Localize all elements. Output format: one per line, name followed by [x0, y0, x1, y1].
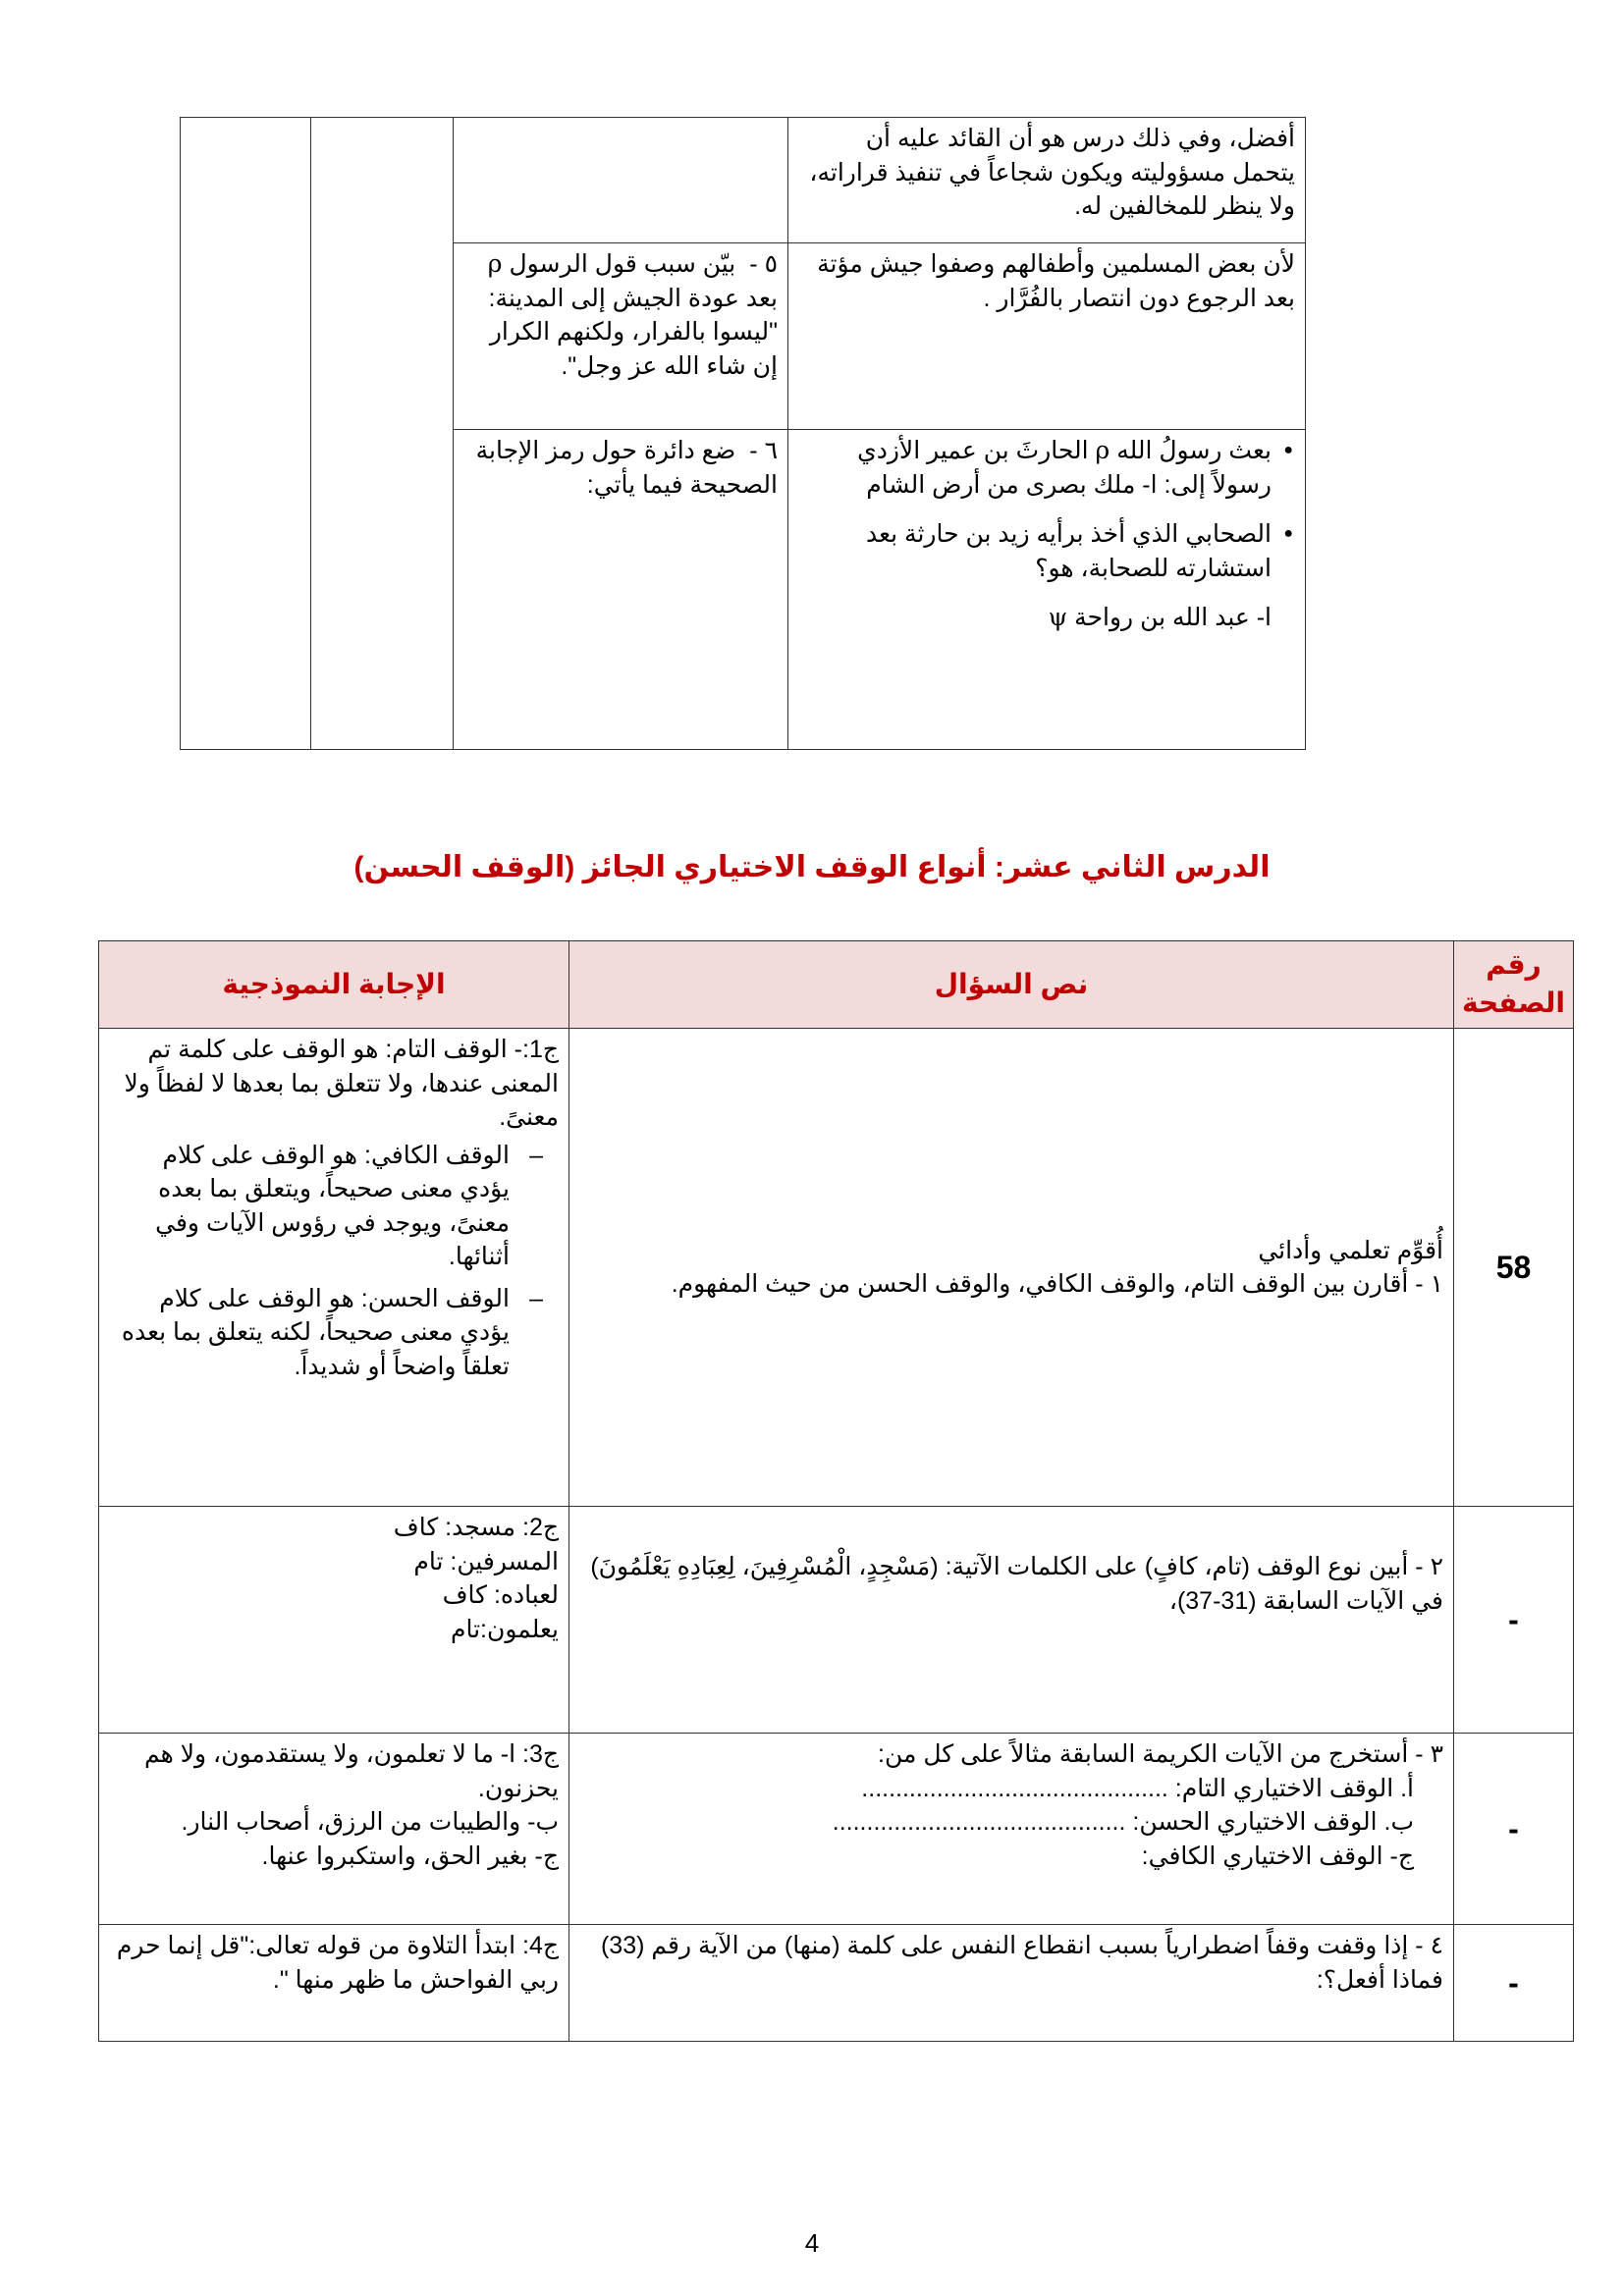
answer-text: لأن بعض المسلمين وأطفالهم وصفوا جيش مؤتة بعد الرجوع دون انتصار بالفُرَّار . — [817, 250, 1295, 312]
table-row — [99, 1029, 1574, 1507]
bullet-text: الحارثَ بن عمير الأزدي رسولاً إلى: ا- ملك بصرى من أرض الشام — [857, 437, 1272, 499]
question-text: ٣ - أستخرج من الآيات الكريمة السابقة مثالاً على كل من: — [878, 1740, 1443, 1768]
question-cell — [454, 430, 788, 750]
question-text: ضع دائرة حول رمز الإجابة الصحيحة فيما يأتي: — [475, 437, 778, 499]
honorific-symbol: ρ — [1095, 436, 1110, 464]
bullet-text: بعث رسولُ الله — [1110, 437, 1272, 464]
lesson-title: الدرس الثاني عشر: أنواع الوقف الاختياري الجائز (الوقف الحسن) — [353, 851, 1271, 883]
list-item: – الوقف الكافي: هو الوقف على كلام يؤدي معنى صحيحاً، ويتعلق بما بعده معنىً، ويوجد في رؤوس الآيات وفي أثنائها. — [109, 1139, 510, 1274]
answer-list — [109, 1139, 559, 1384]
answer-cell — [788, 243, 1306, 430]
table-row — [99, 1507, 1574, 1734]
question-number: ٥ - — [749, 250, 778, 278]
question-cell — [569, 1925, 1454, 2042]
honorific-symbol: ρ — [487, 249, 503, 278]
answer-line: ج3: ا- ما لا تعلمون، ولا يستقدمون، ولا هم يحزنون. — [144, 1740, 559, 1802]
answer-cell — [788, 430, 1306, 750]
table-row — [99, 1925, 1574, 2042]
page-number: 4 — [804, 2228, 820, 2258]
question-text-post: بعد عودة الجيش إلى المدينة: "ليسوا بالفرار، ولكنهم الكرار إن شاء الله عز وجل". — [488, 284, 778, 380]
answer-text: أفضل، وفي ذلك درس هو أن القائد عليه أن يتحمل مسؤوليته ويكون شجاعاً في تنفيذ قراراته، ولا ينظر للمخالفين له. — [809, 125, 1295, 220]
bullet-text: الصحابي الذي أخذ برأيه زيد بن حارثة بعد استشارته للصحابة، هو؟ — [865, 520, 1272, 582]
question-text: ٢ - أبين نوع الوقف (تام، كافٍ) على الكلمات الآتية: (مَسْجِدٍ، الْمُسْرِفِينَ، لِعِبَادِهِ يَعْلَمُونَ) في الآيات السابقة (31-37)، — [590, 1553, 1443, 1615]
answer-line: لعباده: كاف — [442, 1581, 559, 1609]
question-subitem: ب. الوقف الاختياري الحسن: ........................................... — [832, 1808, 1414, 1836]
answer-line: ب- والطيبات من الرزق، أصحاب النار. — [181, 1808, 559, 1836]
bullet-item — [798, 434, 1272, 502]
question-cell — [569, 1029, 1454, 1507]
header-model-answer: الإجابة النموذجية — [99, 941, 569, 1029]
answer-option — [798, 601, 1295, 635]
page-number-cell: - — [1454, 1507, 1574, 1734]
header-page-number: رقم الصفحة — [1454, 941, 1574, 1029]
question-cell — [454, 118, 788, 243]
previous-lesson-table — [180, 117, 1306, 750]
question-cell — [569, 1734, 1454, 1925]
answer-cell — [99, 1734, 569, 1925]
answer-line: ج2: مسجد: كاف — [393, 1514, 559, 1541]
lesson-answers-table — [98, 940, 1574, 2042]
answer-line: يعلمون:تام — [450, 1615, 559, 1643]
question-cell — [454, 243, 788, 430]
table-row — [99, 1734, 1574, 1925]
page-number-cell: - — [1454, 1925, 1574, 2042]
question-intro: أُقوِّم تعلمي وأدائي — [1258, 1236, 1443, 1264]
question-text: ٤ - إذا وقفت وقفاً اضطرارياً بسبب انقطاع النفس على كلمة (منها) من الآية رقم (33) فماذا أفعل؟: — [600, 1932, 1443, 1994]
question-number: ٦ - — [749, 437, 778, 464]
list-item: – الوقف الحسن: هو الوقف على كلام يؤدي معنى صحيحاً، لكنه يتعلق بما بعده تعلقاً واضحاً أو شديداً. — [109, 1282, 510, 1384]
answer-text: ج4: ابتدأ التلاوة من قوله تعالى:"قل إنما حرم ربي الفواحش ما ظهر منها ". — [116, 1932, 559, 1994]
option-text: ا- عبد الله بن رواحة — [1067, 604, 1272, 631]
answer-bullets — [798, 434, 1295, 585]
bullet-item — [798, 517, 1272, 585]
question-text-pre: بيّن سبب قول الرسول — [502, 250, 736, 278]
header-question-text: نص السؤال — [569, 941, 1454, 1029]
answer-cell — [99, 1507, 569, 1734]
question-subitem: ج- الوقف الاختياري الكافي: — [1141, 1842, 1414, 1870]
page-number-cell: - — [1454, 1734, 1574, 1925]
page-number-cell: 58 — [1454, 1029, 1574, 1507]
answer-cell — [788, 118, 1306, 243]
question-cell — [569, 1507, 1454, 1734]
answer-cell — [99, 1925, 569, 2042]
answer-line: المسرفين: تام — [413, 1547, 559, 1575]
answer-line: ج- بغير الحق، واستكبروا عنها. — [261, 1842, 559, 1870]
answer-cell — [99, 1029, 569, 1507]
mark-cell — [311, 118, 454, 750]
honorific-symbol: ψ — [1048, 603, 1068, 631]
question-subitem: أ. الوقف الاختياري التام: ............................................. — [861, 1774, 1414, 1802]
page-cell — [181, 118, 311, 750]
answer-text: ج1:- الوقف التام: هو الوقف على كلمة تم المعنى عندها، ولا تتعلق بما بعدها لا لفظاً ولا معنىً. — [124, 1036, 559, 1131]
question-text: ١ - أقارن بين الوقف التام، والوقف الكافي، والوقف الحسن من حيث المفهوم. — [671, 1270, 1443, 1298]
